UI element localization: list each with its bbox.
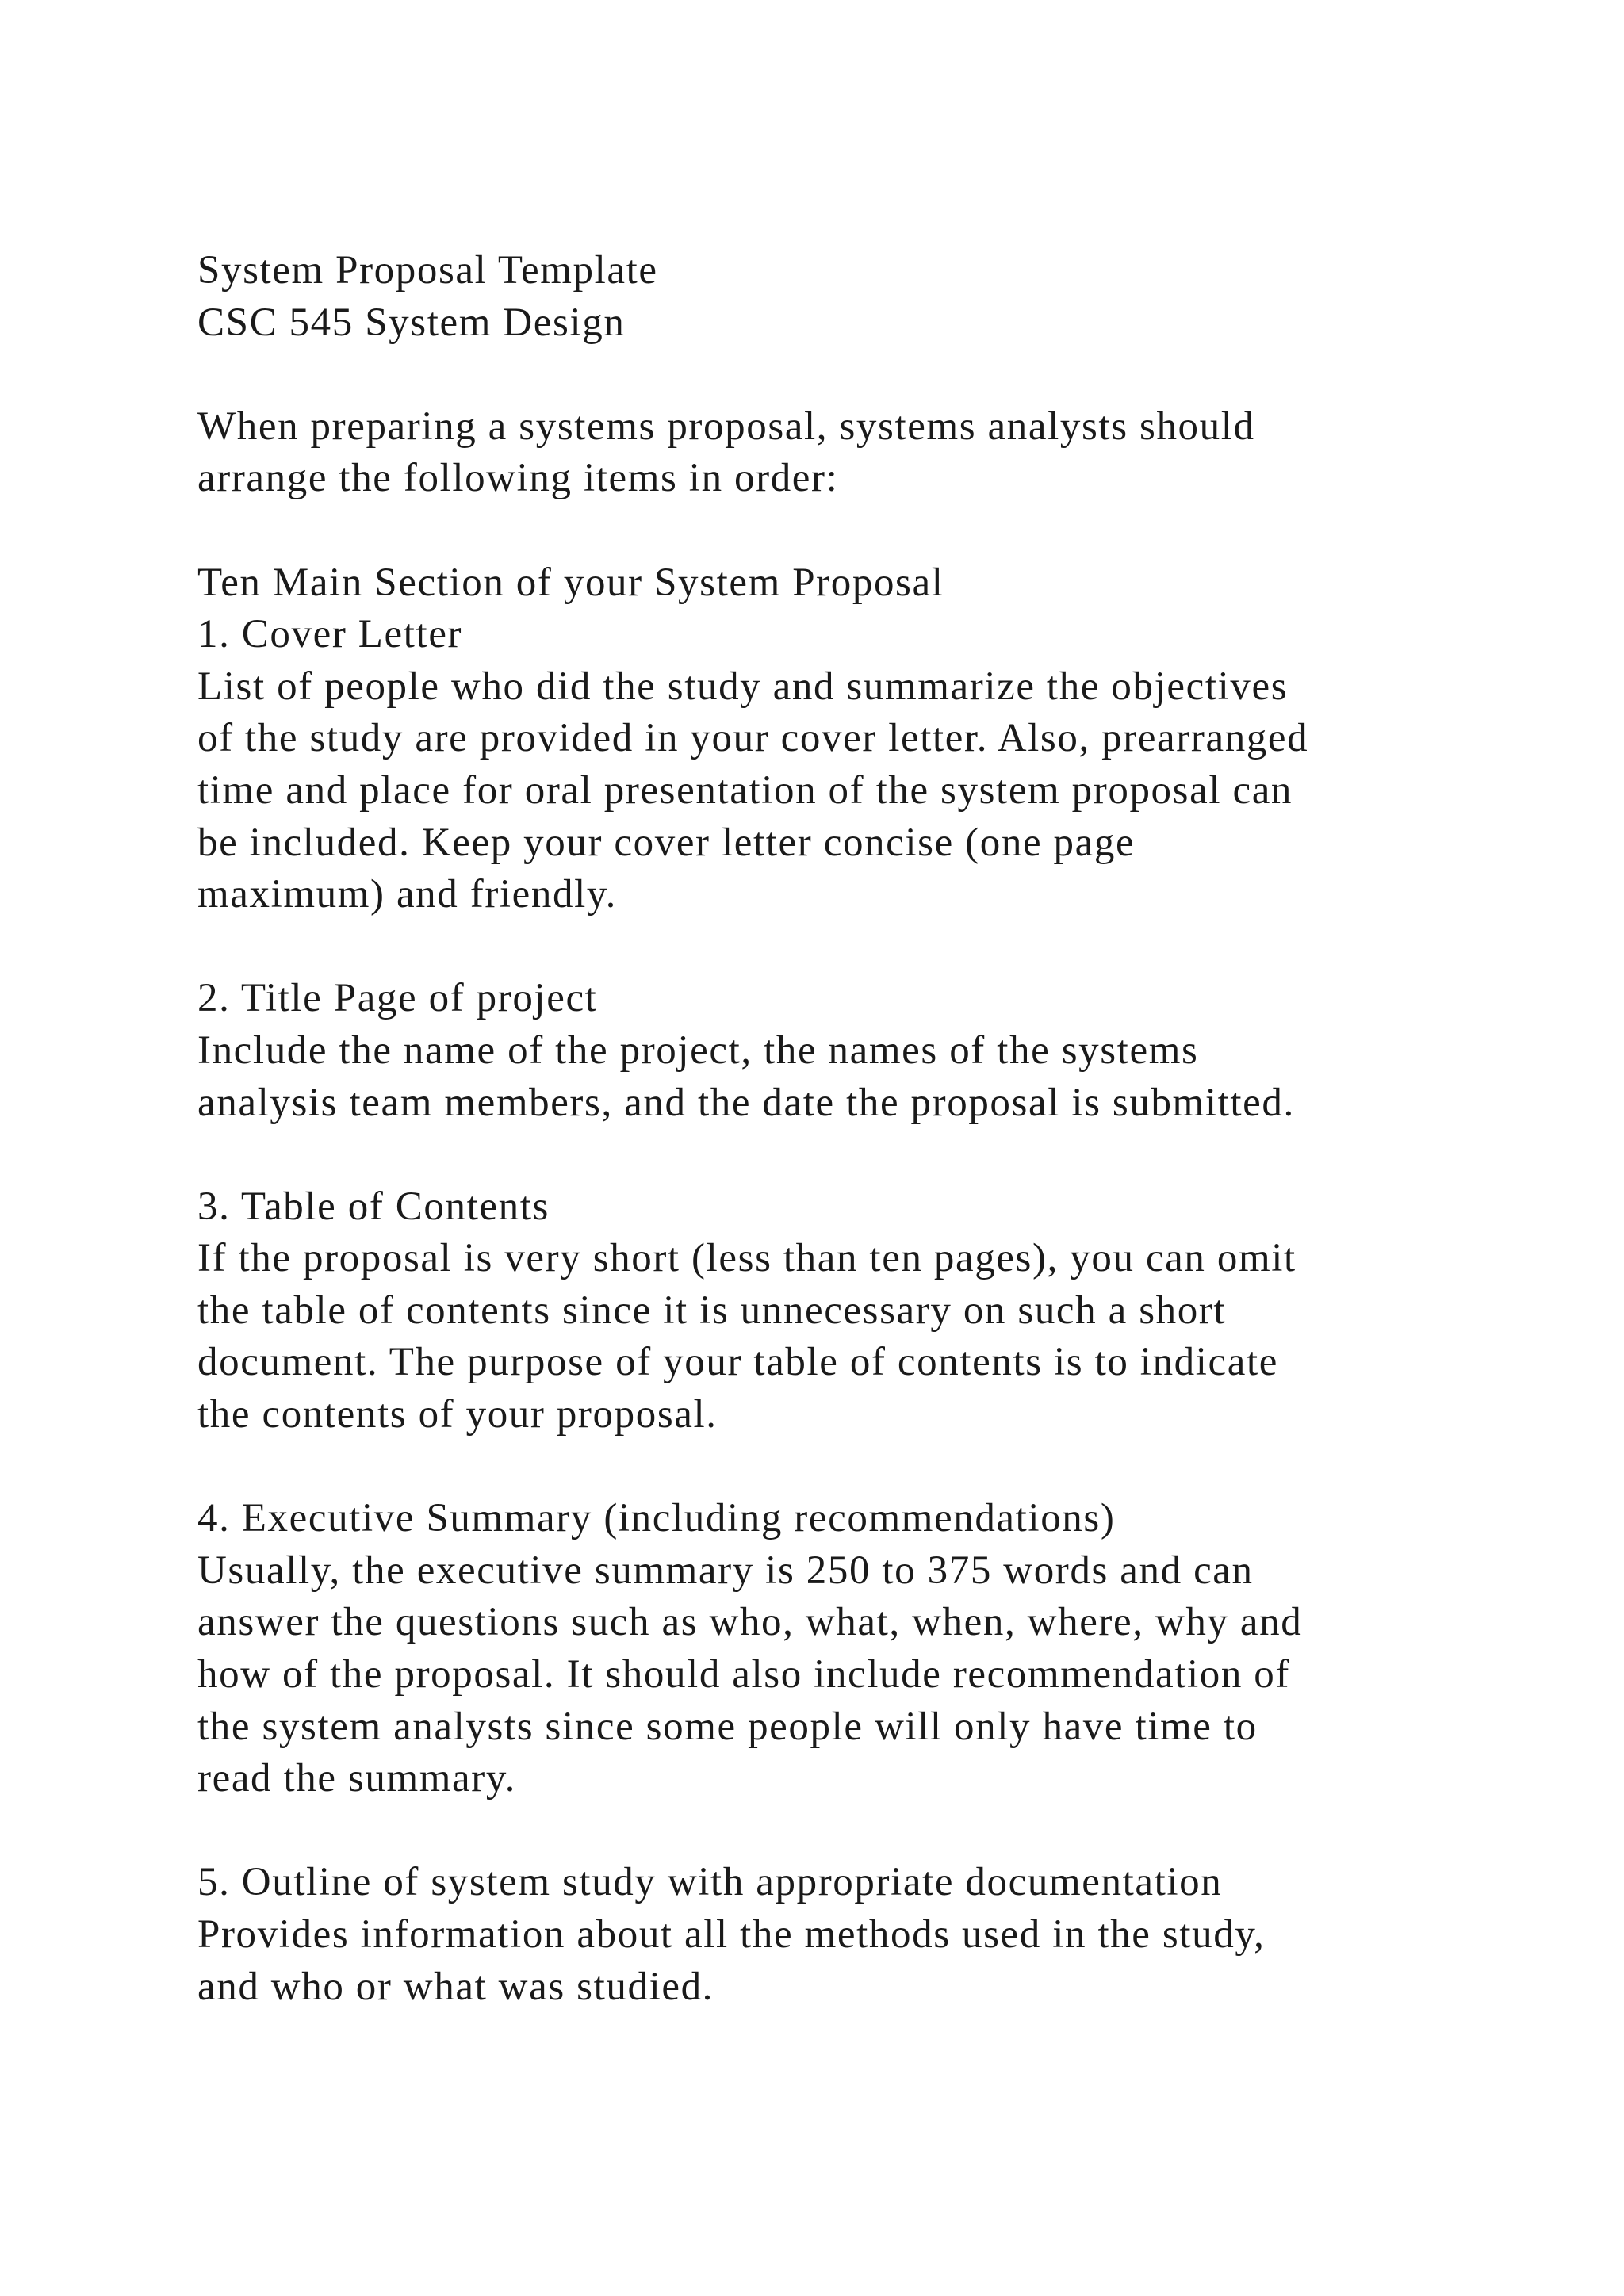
section-text-line: the table of contents since it is unnecessary on such a short bbox=[197, 1288, 1227, 1333]
section-text-line: Include the name of the project, the names of the systems bbox=[197, 1027, 1199, 1073]
section-heading: 5. Outline of system study with appropriate documentation bbox=[197, 1860, 1223, 1905]
blank-line bbox=[197, 921, 1498, 974]
section-title-page bbox=[197, 973, 1498, 1129]
section-text-line: of the study are provided in your cover letter. Also, prearranged bbox=[197, 716, 1309, 761]
section-heading: 2. Title Page of project bbox=[197, 976, 598, 1021]
intro-line: arrange the following items in order: bbox=[197, 456, 839, 501]
section-heading: 4. Executive Summary (including recommendations) bbox=[197, 1496, 1116, 1541]
section-text-line: the contents of your proposal. bbox=[197, 1392, 718, 1437]
document-title: System Proposal Template bbox=[197, 248, 658, 293]
blank-line bbox=[197, 1129, 1498, 1181]
section-text-line: Provides information about all the methods used in the study, bbox=[197, 1912, 1266, 1957]
sections-heading: Ten Main Section of your System Proposal bbox=[197, 560, 944, 605]
section-executive-summary bbox=[197, 1493, 1498, 1805]
blank-line bbox=[197, 505, 1498, 557]
section-text-line: the system analysts since some people will only have time to bbox=[197, 1704, 1258, 1749]
course-name: CSC 545 System Design bbox=[197, 300, 626, 345]
section-outline-of-study bbox=[197, 1857, 1498, 2013]
section-heading: 1. Cover Letter bbox=[197, 612, 463, 657]
section-text-line: and who or what was studied. bbox=[197, 1964, 714, 2009]
section-text-line: answer the questions such as who, what, when, where, why and bbox=[197, 1600, 1303, 1645]
section-text-line: how of the proposal. It should also include recommendation of bbox=[197, 1652, 1290, 1697]
blank-line bbox=[197, 1441, 1498, 1494]
section-table-of-contents bbox=[197, 1181, 1498, 1441]
section-heading: 3. Table of Contents bbox=[197, 1184, 550, 1229]
section-text-line: analysis team members, and the date the proposal is submitted. bbox=[197, 1080, 1295, 1125]
section-text-line: read the summary. bbox=[197, 1756, 517, 1801]
section-text-line: Usually, the executive summary is 250 to 375 words and can bbox=[197, 1548, 1254, 1593]
section-cover-letter bbox=[197, 609, 1498, 921]
intro-line: When preparing a systems proposal, systems analysts should bbox=[197, 404, 1255, 449]
section-text-line: time and place for oral presentation of the system proposal can bbox=[197, 767, 1293, 813]
document-body bbox=[197, 245, 1498, 2013]
section-text-line: List of people who did the study and summarize the objectives bbox=[197, 664, 1289, 709]
section-text-line: maximum) and friendly. bbox=[197, 872, 618, 917]
section-text-line: If the proposal is very short (less than ten pages), you can omit bbox=[197, 1236, 1297, 1281]
blank-line bbox=[197, 349, 1498, 401]
section-text-line: document. The purpose of your table of contents is to indicate bbox=[197, 1340, 1279, 1385]
blank-line bbox=[197, 1805, 1498, 1858]
section-text-line: be included. Keep your cover letter concise (one page bbox=[197, 820, 1136, 865]
